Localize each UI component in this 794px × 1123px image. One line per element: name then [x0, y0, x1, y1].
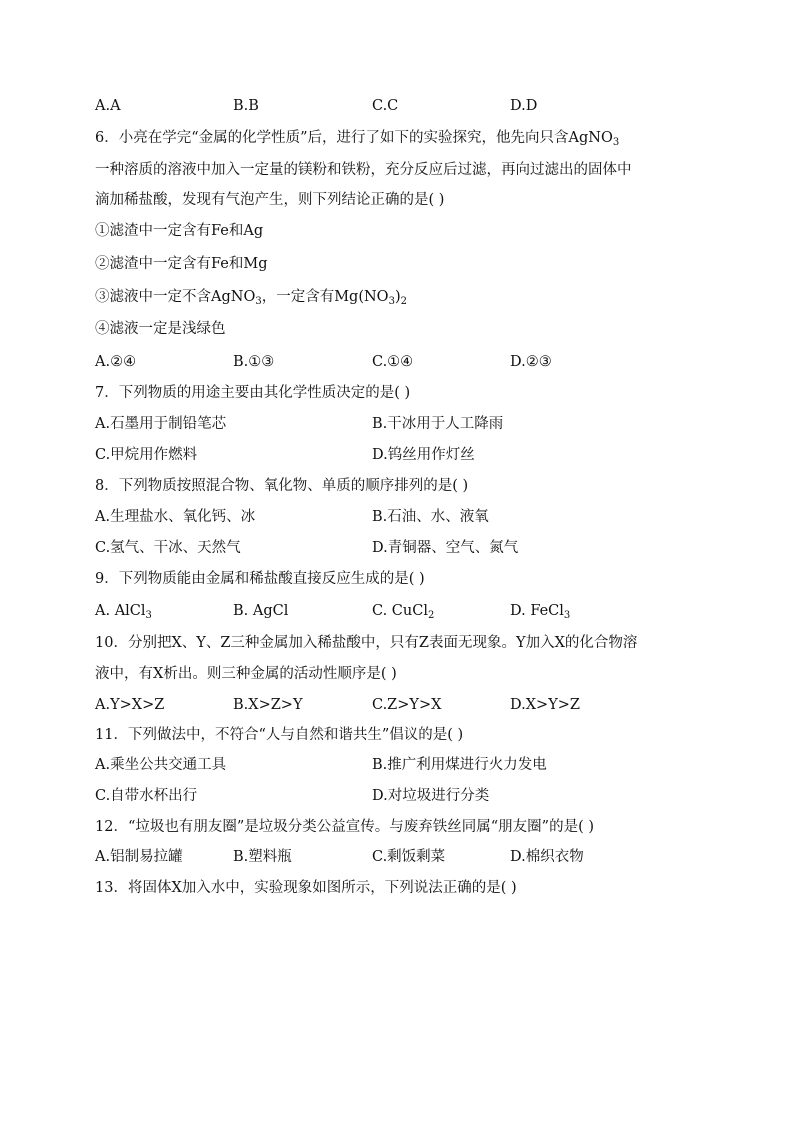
q10-option-b: B.X>Z>Y	[233, 697, 303, 713]
q6-stem-text-1: 6．小亮在学完“金属的化学性质”后，进行了如下的实验探究，他先向只含AgNO	[95, 130, 613, 146]
q9-option-c-text: C. CuCl	[372, 603, 428, 619]
q6-statement-4: ④滤液一定是浅绿色	[95, 321, 226, 337]
q12-option-d: D.棉织衣物	[510, 849, 584, 865]
q11-option-b: B.推广利用煤进行火力发电	[372, 757, 547, 773]
q6-s3-text-c: )	[394, 289, 401, 305]
q12-option-b: B.塑料瓶	[233, 849, 292, 865]
q7-option-d: D.钨丝用作灯丝	[372, 447, 475, 463]
q13-stem: 13．将固体X加入水中，实验现象如图所示，下列说法正确的是( )	[95, 880, 517, 896]
q9-option-d-sub: 3	[563, 610, 571, 621]
q12-stem: 12．“垃圾也有朋友圈”是垃圾分类公益宣传。与废弃铁丝同属“朋友圈”的是( )	[95, 819, 595, 835]
q6-stem-line-3: 滴加稀盐酸，发现有气泡产生，则下列结论正确的是( )	[95, 192, 445, 208]
q11-option-c: C.自带水杯出行	[95, 788, 198, 804]
q10-stem-line-2: 液中，有X析出。则三种金属的活动性顺序是( )	[95, 666, 397, 682]
q7-option-a: A.石墨用于制铅笔芯	[95, 416, 227, 432]
q9-option-a	[95, 600, 152, 622]
q11-option-a: A.乘坐公共交通工具	[95, 757, 227, 773]
q7-option-b: B.干冰用于人工降雨	[372, 416, 504, 432]
q10-option-c: C.Z>Y>X	[372, 697, 442, 713]
q6-statement-2: ②滤渣中一定含有Fe和Mg	[95, 256, 268, 272]
q8-option-a: A.生理盐水、氧化钙、冰	[95, 509, 256, 525]
q9-option-d	[510, 600, 570, 622]
q12-options	[95, 846, 700, 868]
q8-option-b: B.石油、水、液氧	[372, 509, 489, 525]
q10-option-d: D.X>Y>Z	[510, 697, 580, 713]
q12-option-c: C.剩饭剩菜	[372, 849, 446, 865]
q11-options-row-1	[95, 754, 700, 776]
q9-option-a-text: A. AlCl	[95, 603, 146, 619]
q10-options	[95, 694, 700, 716]
q8-options-row-1	[95, 506, 700, 528]
q9-options	[95, 600, 700, 622]
q6-stem-line-1	[95, 127, 700, 149]
q8-options-row-2	[95, 537, 700, 559]
q6-s3-sub-3: 2	[400, 296, 407, 307]
q5-option-c: C.C	[372, 98, 399, 114]
q7-options-row-1	[95, 413, 700, 435]
q8-stem: 8．下列物质按照混合物、氧化物、单质的顺序排列的是( )	[95, 478, 469, 494]
q6-s3-sub-1: 3	[255, 296, 262, 307]
q5-option-a: A.A	[95, 98, 121, 114]
q11-stem: 11．下列做法中，不符合“人与自然和谐共生”倡议的是( )	[95, 727, 464, 743]
q5-option-b: B.B	[233, 98, 259, 114]
q7-options-row-2	[95, 444, 700, 466]
q6-stem-line-2: 一种溶质的溶液中加入一定量的镁粉和铁粉，充分反应后过滤，再向过滤出的固体中	[95, 162, 632, 178]
q8-option-d: D.青铜器、空气、氮气	[372, 540, 519, 556]
q11-option-d: D.对垃圾进行分类	[372, 788, 490, 804]
q8-option-c: C.氢气、干冰、天然气	[95, 540, 241, 556]
q5-option-d: D.D	[510, 98, 538, 114]
q6-statement-1: ①滤渣中一定含有Fe和Ag	[95, 223, 264, 239]
q6-s3-text-a: ③滤液中一定不含AgNO	[95, 289, 256, 305]
q6-option-c: C.①④	[372, 354, 414, 370]
q10-option-a: A.Y>X>Z	[95, 697, 165, 713]
q6-option-b: B.①③	[233, 354, 275, 370]
q6-options	[95, 351, 700, 373]
q12-option-a: A.铝制易拉罐	[95, 849, 183, 865]
q7-option-c: C.甲烷用作燃料	[95, 447, 198, 463]
q9-stem: 9．下列物质能由金属和稀盐酸直接反应生成的是( )	[95, 571, 425, 587]
q7-stem: 7．下列物质的用途主要由其化学性质决定的是( )	[95, 385, 411, 401]
q9-option-c-sub: 2	[427, 610, 435, 621]
q9-option-a-sub: 3	[145, 610, 152, 621]
q9-option-b: B. AgCl	[233, 603, 289, 619]
q6-s3-sub-2: 3	[388, 296, 395, 307]
q11-options-row-2	[95, 785, 700, 807]
q9-option-d-text: D. FeCl	[510, 603, 564, 619]
q9-option-c	[372, 600, 434, 622]
q6-stem-subscript: 3	[612, 137, 620, 148]
q6-option-a: A.②④	[95, 354, 137, 370]
q5-options	[95, 95, 700, 117]
q10-stem-line-1: 10．分别把X、Y、Z三种金属加入稀盐酸中，只有Z表面无现象。Y加入X的化合物溶	[95, 635, 638, 651]
q6-option-d: D.②③	[510, 354, 552, 370]
q6-statement-3	[95, 286, 700, 308]
q6-s3-text-b: ，一定含有Mg(NO	[261, 289, 389, 305]
